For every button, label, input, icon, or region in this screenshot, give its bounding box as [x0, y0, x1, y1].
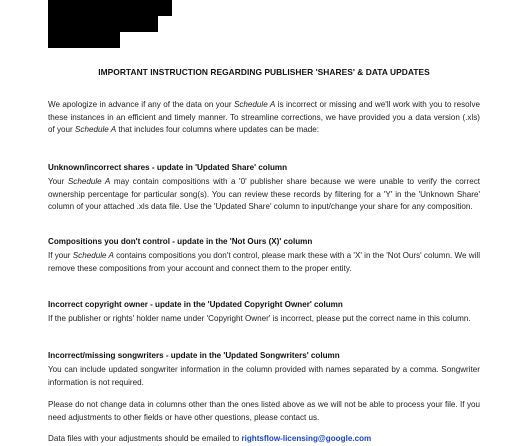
document-title: IMPORTANT INSTRUCTION REGARDING PUBLISHER 'SHARES' & DATA UPDATES [98, 67, 430, 77]
section-body-songwriters: You can include updated songwriter information in the column provided with names separated by a comma. Songwriter information is not required. [48, 365, 480, 387]
closing-paragraph: Please do not change data in columns other than the ones listed above as we will not be able to process your file. If you need adjustments to other fields or have other questions, please contact us. [48, 400, 480, 422]
intro-text-3: that includes four columns where updates can be made: [116, 125, 320, 135]
redaction-bar-left [48, 16, 120, 48]
shares-emphasis: Schedule A [67, 177, 111, 186]
section-heading-copyright-owner: Incorrect copyright owner - update in the 'Updated Copyright Owner' column [48, 300, 343, 309]
intro-emphasis-1: Schedule A [233, 100, 276, 109]
not-ours-text-2: contains compositions you don't control, please mark these with a 'X' in the 'Not Ours' column. We will remove these compositions from your account and connect them to the proper entity. [48, 251, 480, 273]
not-ours-emphasis: Schedule A [72, 251, 114, 260]
footer-line [48, 433, 480, 446]
intro-text-2: is incorrect or missing and we'll work with you to resolve these instances in an efficient and timely manner. To streamline corrections, we have provided you a data version (.xls) of your [48, 100, 480, 135]
shares-text-1: Your [48, 177, 68, 186]
not-ours-text-1: If your [48, 251, 73, 260]
shares-text-2: may contain compositions with a '0' publisher share because we were unable to verify the correct ownership percentage for particular song(s). You can review these records by filtering for a 'Y' in the 'Unknown Share' column of your attached .xls data file. Use the 'Updated Share' column to input/change your share for any composition. [48, 177, 480, 212]
intro-emphasis-2: Schedule A [75, 125, 117, 135]
redacted-logo [48, 0, 172, 48]
redaction-bar-right [120, 16, 158, 32]
email-link[interactable]: rightsflow-licensing@google.com [241, 434, 372, 443]
footer-text: Data files with your adjustments should be emailed to [48, 434, 242, 443]
intro-paragraph [48, 99, 480, 137]
section-heading-songwriters: Incorrect/missing songwriters - update in the 'Updated Songwriters' column [48, 351, 340, 360]
section-body-not-ours [48, 250, 480, 275]
intro-text-1: We apologize in advance if any of the data on your [48, 100, 234, 109]
section-heading-shares: Unknown/incorrect shares - update in 'Updated Share' column [48, 163, 288, 172]
section-body-shares [48, 176, 480, 214]
redaction-bar-top [48, 0, 172, 16]
section-heading-not-ours: Compositions you don't control - update in the 'Not Ours (X)' column [48, 237, 313, 246]
section-body-copyright-owner: If the publisher or rights' holder name under 'Copyright Owner' is incorrect, please put the correct name in this column. [48, 314, 471, 323]
